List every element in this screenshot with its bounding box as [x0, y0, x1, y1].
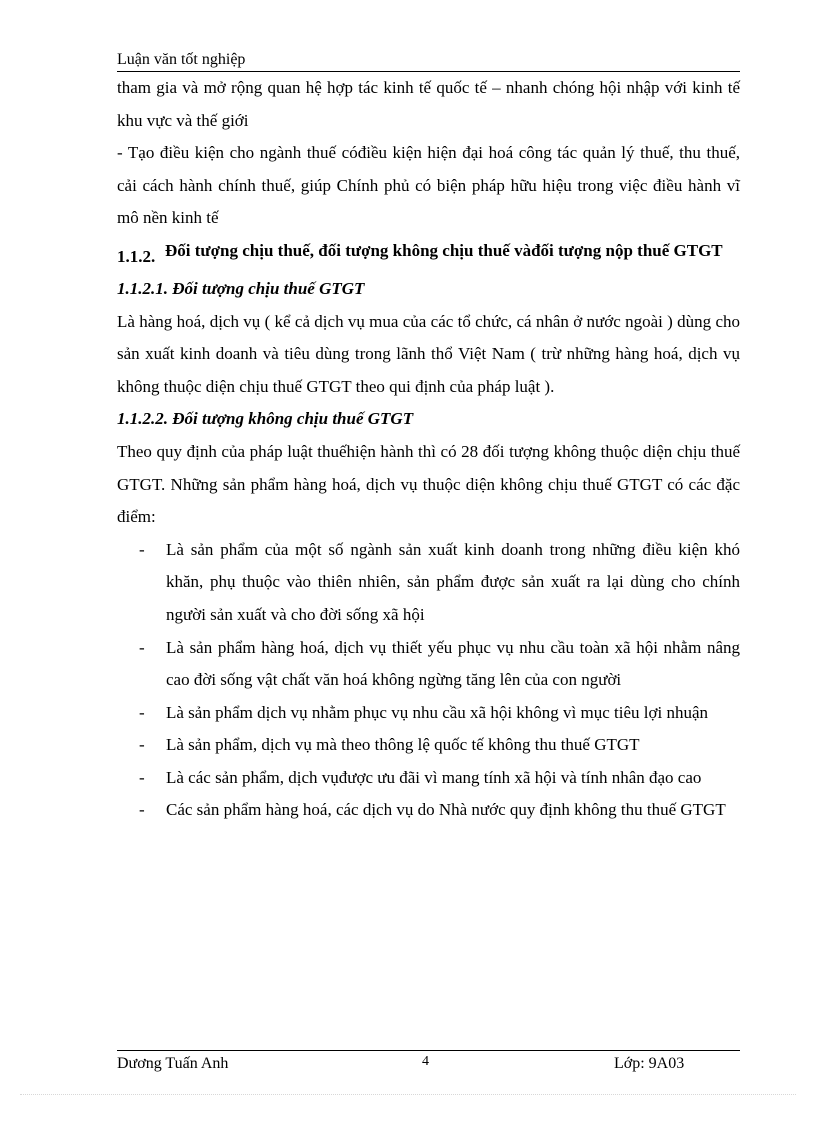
list-item-text: Là sản phẩm hàng hoá, dịch vụ thiết yếu phục vụ nhu cầu toàn xã hội nhằm nâng cao đời sống vật chất văn hoá không ngừng tăng lên của con người [166, 637, 740, 690]
list-item [117, 697, 740, 730]
list-item [117, 534, 740, 632]
paragraph-taxable-objects: Là hàng hoá, dịch vụ ( kể cả dịch vụ mua của các tổ chức, cá nhân ở nước ngoài ) dùng cho sản xuất kinh doanh và tiêu dùng trong lãnh thổ Việt Nam ( trừ những hàng hoá, dịch vụ không thuộc diện chịu thuế GTGT theo qui định của pháp luật ). [117, 311, 740, 396]
footer-class: Lớp: 9A03 [614, 1055, 685, 1072]
running-header [117, 50, 740, 72]
paragraph-tax-modernization: - Tạo điều kiện cho ngành thuế cóđiều kiện hiện đại hoá công tác quản lý thuế, thu thuế, cải cách hành chính thuế, giúp Chính phủ có biện pháp hữu hiệu trong việc điều hành vĩ mô nền kinh tế [117, 143, 740, 228]
characteristics-list [117, 534, 740, 827]
bullet-dash: - [139, 735, 145, 755]
list-item-text: Là sản phẩm, dịch vụ mà theo thông lệ quốc tế không thu thuế GTGT [166, 735, 640, 755]
section-number: 1.1.2. [117, 246, 156, 266]
list-item [117, 632, 740, 697]
section-heading-1-1-2 [117, 235, 740, 273]
subsection-heading-1-1-2-2: 1.1.2.2. Đối tượng không chịu thuế GTGT [117, 409, 414, 429]
page-number: 4 [422, 1054, 429, 1069]
list-item [117, 794, 740, 827]
list-item-text: Là các sản phẩm, dịch vụđược ưu đãi vì mang tính xã hội và tính nhân đạo cao [166, 767, 702, 787]
list-item [117, 729, 740, 762]
paragraph-non-taxable-objects: Theo quy định của pháp luật thuếhiện hành thì có 28 đối tượng không thuộc diện chịu thuế GTGT. Những sản phẩm hàng hoá, dịch vụ thuộc diện không chịu thuế GTGT có các đặc điểm: [117, 441, 740, 527]
page-edge-dotted-line [20, 1094, 796, 1095]
list-item-text: Là sản phẩm dịch vụ nhằm phục vụ nhu cầu xã hội không vì mục tiêu lợi nhuận [166, 702, 709, 722]
list-item-text: Là sản phẩm của một số ngành sản xuất kinh doanh trong những điều kiện khó khăn, phụ thuộc vào thiên nhiên, sản phẩm được sản xuất ra lại dùng cho chính người sản xuất và cho đời sống xã hội [166, 539, 740, 624]
bullet-dash: - [139, 702, 145, 722]
thesis-header-title: Luận văn tốt nghiệp [117, 51, 246, 68]
list-item [117, 762, 740, 795]
bullet-dash: - [139, 637, 145, 657]
page-content [117, 72, 740, 827]
paragraph-intro-continued: tham gia và mở rộng quan hệ hợp tác kinh tế quốc tế – nhanh chóng hội nhập với kinh tế khu vực và thế giới [117, 78, 740, 130]
bullet-dash: - [139, 767, 145, 787]
section-title: Đối tượng chịu thuế, đối tượng không chịu thuế vàđối tượng nộp thuế GTGT [165, 240, 723, 260]
footer-divider [117, 1050, 740, 1051]
bullet-dash: - [139, 539, 145, 559]
subsection-heading-1-1-2-1: 1.1.2.1. Đối tượng chịu thuế GTGT [117, 278, 365, 298]
footer-author: Dương Tuấn Anh [117, 1055, 229, 1072]
list-item-text: Các sản phẩm hàng hoá, các dịch vụ do Nhà nước quy định không thu thuế GTGT [166, 800, 726, 820]
bullet-dash: - [139, 800, 145, 820]
